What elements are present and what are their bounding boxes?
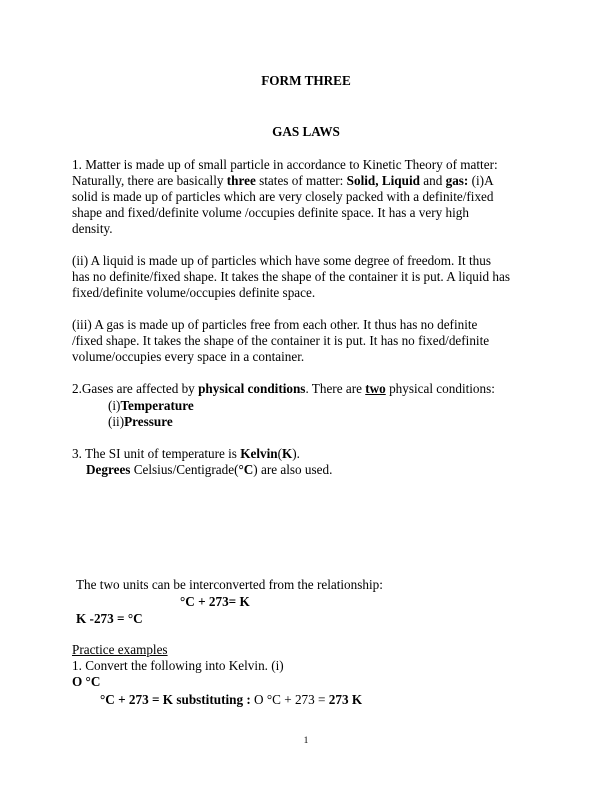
text-run: ).: [292, 446, 300, 461]
text-line: (ii) A liquid is made up of particles which have some degree of freedom. It thus: [72, 253, 491, 268]
text-run: Celsius/Centigrade(: [130, 462, 239, 477]
bold-term: Degrees: [86, 462, 131, 477]
text-line: [86, 462, 332, 478]
text-line: shape and fixed/definite volume /occupies definite space. It has a very high: [72, 205, 469, 220]
text-line: solid is made up of particles which are very closely packed with a definite/fixed: [72, 189, 494, 204]
text-run: and: [419, 173, 446, 188]
text-line: fixed/definite volume/occupies definite space.: [72, 285, 316, 300]
bold-term: three: [226, 173, 256, 188]
text-line: /fixed shape. It takes the shape of the container it is put. It has no fixed/definite: [72, 333, 490, 348]
bold-term: K: [282, 446, 293, 461]
list-marker: (ii): [108, 414, 125, 429]
bold-term: gas:: [445, 173, 469, 188]
text-run: states of matter:: [255, 173, 347, 188]
list-item: [108, 398, 194, 414]
text-run: O °C + 273 =: [254, 692, 329, 707]
text-run: physical conditions:: [385, 381, 495, 396]
bold-term: Temperature: [120, 398, 194, 413]
worked-solution: [100, 692, 362, 708]
underlined-term: two: [365, 381, 386, 396]
text-run: (: [277, 446, 283, 461]
practice-heading: Practice examples: [72, 642, 168, 657]
bold-term: Solid, Liquid: [346, 173, 420, 188]
bold-term: Kelvin: [240, 446, 278, 461]
text-line: volume/occupies every space in a container.: [72, 349, 305, 364]
text-line: 1. Convert the following into Kelvin. (i): [72, 658, 284, 673]
page-number: 1: [303, 736, 309, 746]
text-line: The two units can be interconverted from the relationship:: [76, 577, 383, 592]
formula: °C + 273= K: [180, 594, 250, 609]
text-run: Naturally, there are basically: [72, 173, 227, 188]
list-marker: (i): [108, 398, 121, 413]
text-line: [72, 173, 494, 189]
text-line: (iii) A gas is made up of particles free from each other. It thus has no definite: [72, 317, 478, 332]
text-run: ) are also used.: [253, 462, 333, 477]
text-line: [72, 446, 300, 462]
text-run: (i)A: [468, 173, 494, 188]
bold-term: 273 K: [328, 692, 363, 707]
list-item: [108, 414, 173, 430]
text-run: 3. The SI unit of temperature is: [72, 446, 241, 461]
text-line: O °C: [72, 674, 101, 689]
formula: K -273 = °C: [76, 611, 143, 626]
text-line: [72, 381, 495, 397]
section-heading: GAS LAWS: [272, 124, 340, 139]
bold-term: Pressure: [124, 414, 173, 429]
text-line: has no definite/fixed shape. It takes the shape of the container it is put. A liquid has: [72, 269, 511, 284]
bold-term: °C + 273 = K substituting :: [100, 692, 255, 707]
text-run: 2.Gases are affected by: [72, 381, 199, 396]
bold-term: physical conditions: [198, 381, 306, 396]
text-run: . There are: [305, 381, 366, 396]
document-title: FORM THREE: [261, 73, 351, 88]
text-line: 1. Matter is made up of small particle in accordance to Kinetic Theory of matter:: [72, 157, 498, 172]
bold-term: °C: [238, 462, 254, 477]
text-line: density.: [72, 221, 113, 236]
